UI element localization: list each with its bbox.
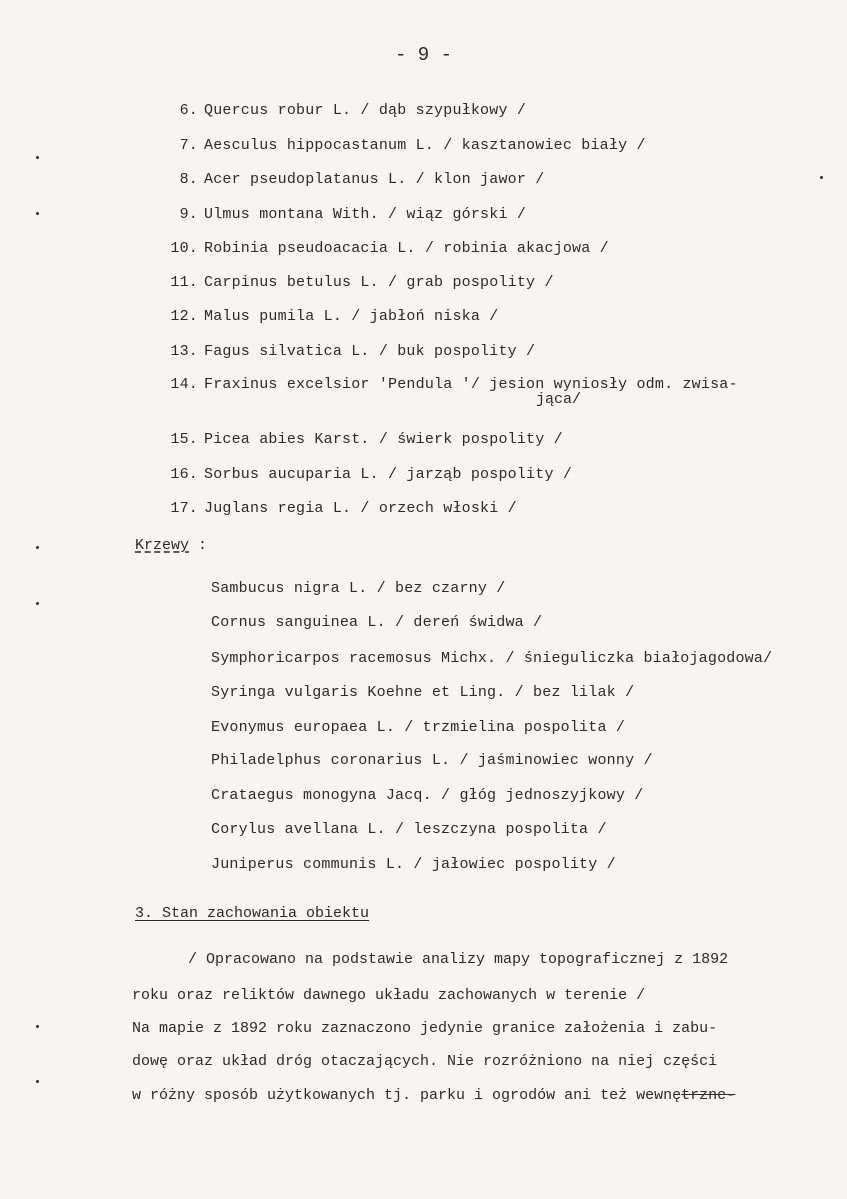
tree-item-number: 6. (179, 102, 198, 119)
tree-item-number: 10. (170, 240, 198, 257)
struck-text: trzne- (681, 1087, 736, 1104)
tree-14-continuation: jąca/ (536, 391, 582, 408)
tree-list-item (160, 102, 526, 119)
tree-item-number: 14. (170, 376, 198, 393)
tree-list-item (160, 308, 498, 325)
paragraph-line: roku oraz reliktów dawnego układu zachowanych w terenie / (132, 987, 646, 1004)
shrub-list-item: Juniperus communis L. / jałowiec pospolity / (211, 856, 616, 873)
tree-list-item (160, 240, 609, 257)
scan-speck (36, 1080, 39, 1083)
tree-list-item (160, 376, 738, 393)
page-number: - 9 - (394, 44, 452, 66)
tree-item-text: Ulmus montana With. / wiąz górski / (204, 206, 527, 223)
scan-speck (36, 602, 39, 605)
shrub-list-item: Symphoricarpos racemosus Michx. / śnieguliczka białojagodowa/ (211, 650, 773, 667)
shrub-list-item: Philadelphus coronarius L. / jaśminowiec wonny / (211, 752, 653, 769)
paragraph-line-text: w różny sposób użytkowanych tj. parku i ogrodów ani też wewnę (132, 1087, 682, 1104)
tree-item-text: Robinia pseudoacacia L. / robinia akacjowa / (204, 240, 609, 257)
shrub-list-item: Corylus avellana L. / leszczyna pospolita / (211, 821, 607, 838)
tree-list-item (160, 500, 517, 517)
tree-item-number: 9. (179, 206, 198, 223)
section-heading: 3. Stan zachowania obiektu (135, 905, 370, 922)
shrubs-heading-label: Krzewy (135, 537, 190, 554)
tree-item-text: Quercus robur L. / dąb szypułkowy / (204, 102, 527, 119)
shrub-list-item: Syringa vulgaris Koehne et Ling. / bez lilak / (211, 684, 635, 701)
tree-list-item (160, 274, 554, 291)
shrubs-heading (135, 537, 207, 554)
paragraph-line: dowę oraz układ dróg otaczających. Nie rozróżniono na niej części (132, 1053, 718, 1070)
tree-item-text: Sorbus aucuparia L. / jarząb pospolity / (204, 466, 573, 483)
tree-list-item (160, 431, 563, 448)
shrub-list-item: Crataegus monogyna Jacq. / głóg jednoszyjkowy / (211, 787, 644, 804)
tree-item-number: 11. (170, 274, 198, 291)
shrub-list-item: Sambucus nigra L. / bez czarny / (211, 580, 506, 597)
scan-speck (36, 212, 39, 215)
shrub-list-item: Cornus sanguinea L. / dereń świdwa / (211, 614, 543, 631)
tree-item-number: 16. (170, 466, 198, 483)
shrubs-heading-colon: : (189, 537, 208, 554)
tree-item-text: Malus pumila L. / jabłoń niska / (204, 308, 499, 325)
tree-item-number: 17. (170, 500, 198, 517)
scan-speck (820, 176, 823, 179)
paragraph-line: Na mapie z 1892 roku zaznaczono jedynie granice założenia i zabu- (132, 1020, 718, 1037)
scan-speck (36, 546, 39, 549)
tree-item-text: Carpinus betulus L. / grab pospolity / (204, 274, 554, 291)
tree-item-number: 13. (170, 343, 198, 360)
tree-item-text: Fraxinus excelsior ′Pendula ′/ jesion wyniosły odm. zwisa- (204, 376, 738, 393)
scan-speck (36, 156, 39, 159)
scan-speck (36, 1025, 39, 1028)
tree-item-text: Acer pseudoplatanus L. / klon jawor / (204, 171, 545, 188)
tree-item-number: 7. (179, 137, 198, 154)
tree-item-number: 8. (179, 171, 198, 188)
tree-list-item (160, 466, 572, 483)
tree-list-item (160, 343, 535, 360)
tree-item-text: Aesculus hippocastanum L. / kasztanowiec biały / (204, 137, 646, 154)
tree-list-item (160, 137, 646, 154)
paragraph-line: / Opracowano na podstawie analizy mapy topograficznej z 1892 (188, 951, 729, 968)
tree-list-item (160, 171, 544, 188)
paragraph-line (132, 1087, 735, 1104)
shrub-list-item: Evonymus europaea L. / trzmielina pospolita / (211, 719, 626, 736)
tree-item-text: Juglans regia L. / orzech włoski / (204, 500, 517, 517)
tree-item-text: Fagus silvatica L. / buk pospolity / (204, 343, 536, 360)
tree-item-number: 15. (170, 431, 198, 448)
tree-item-number: 12. (170, 308, 198, 325)
tree-list-item (160, 206, 526, 223)
tree-item-text: Picea abies Karst. / świerk pospolity / (204, 431, 563, 448)
